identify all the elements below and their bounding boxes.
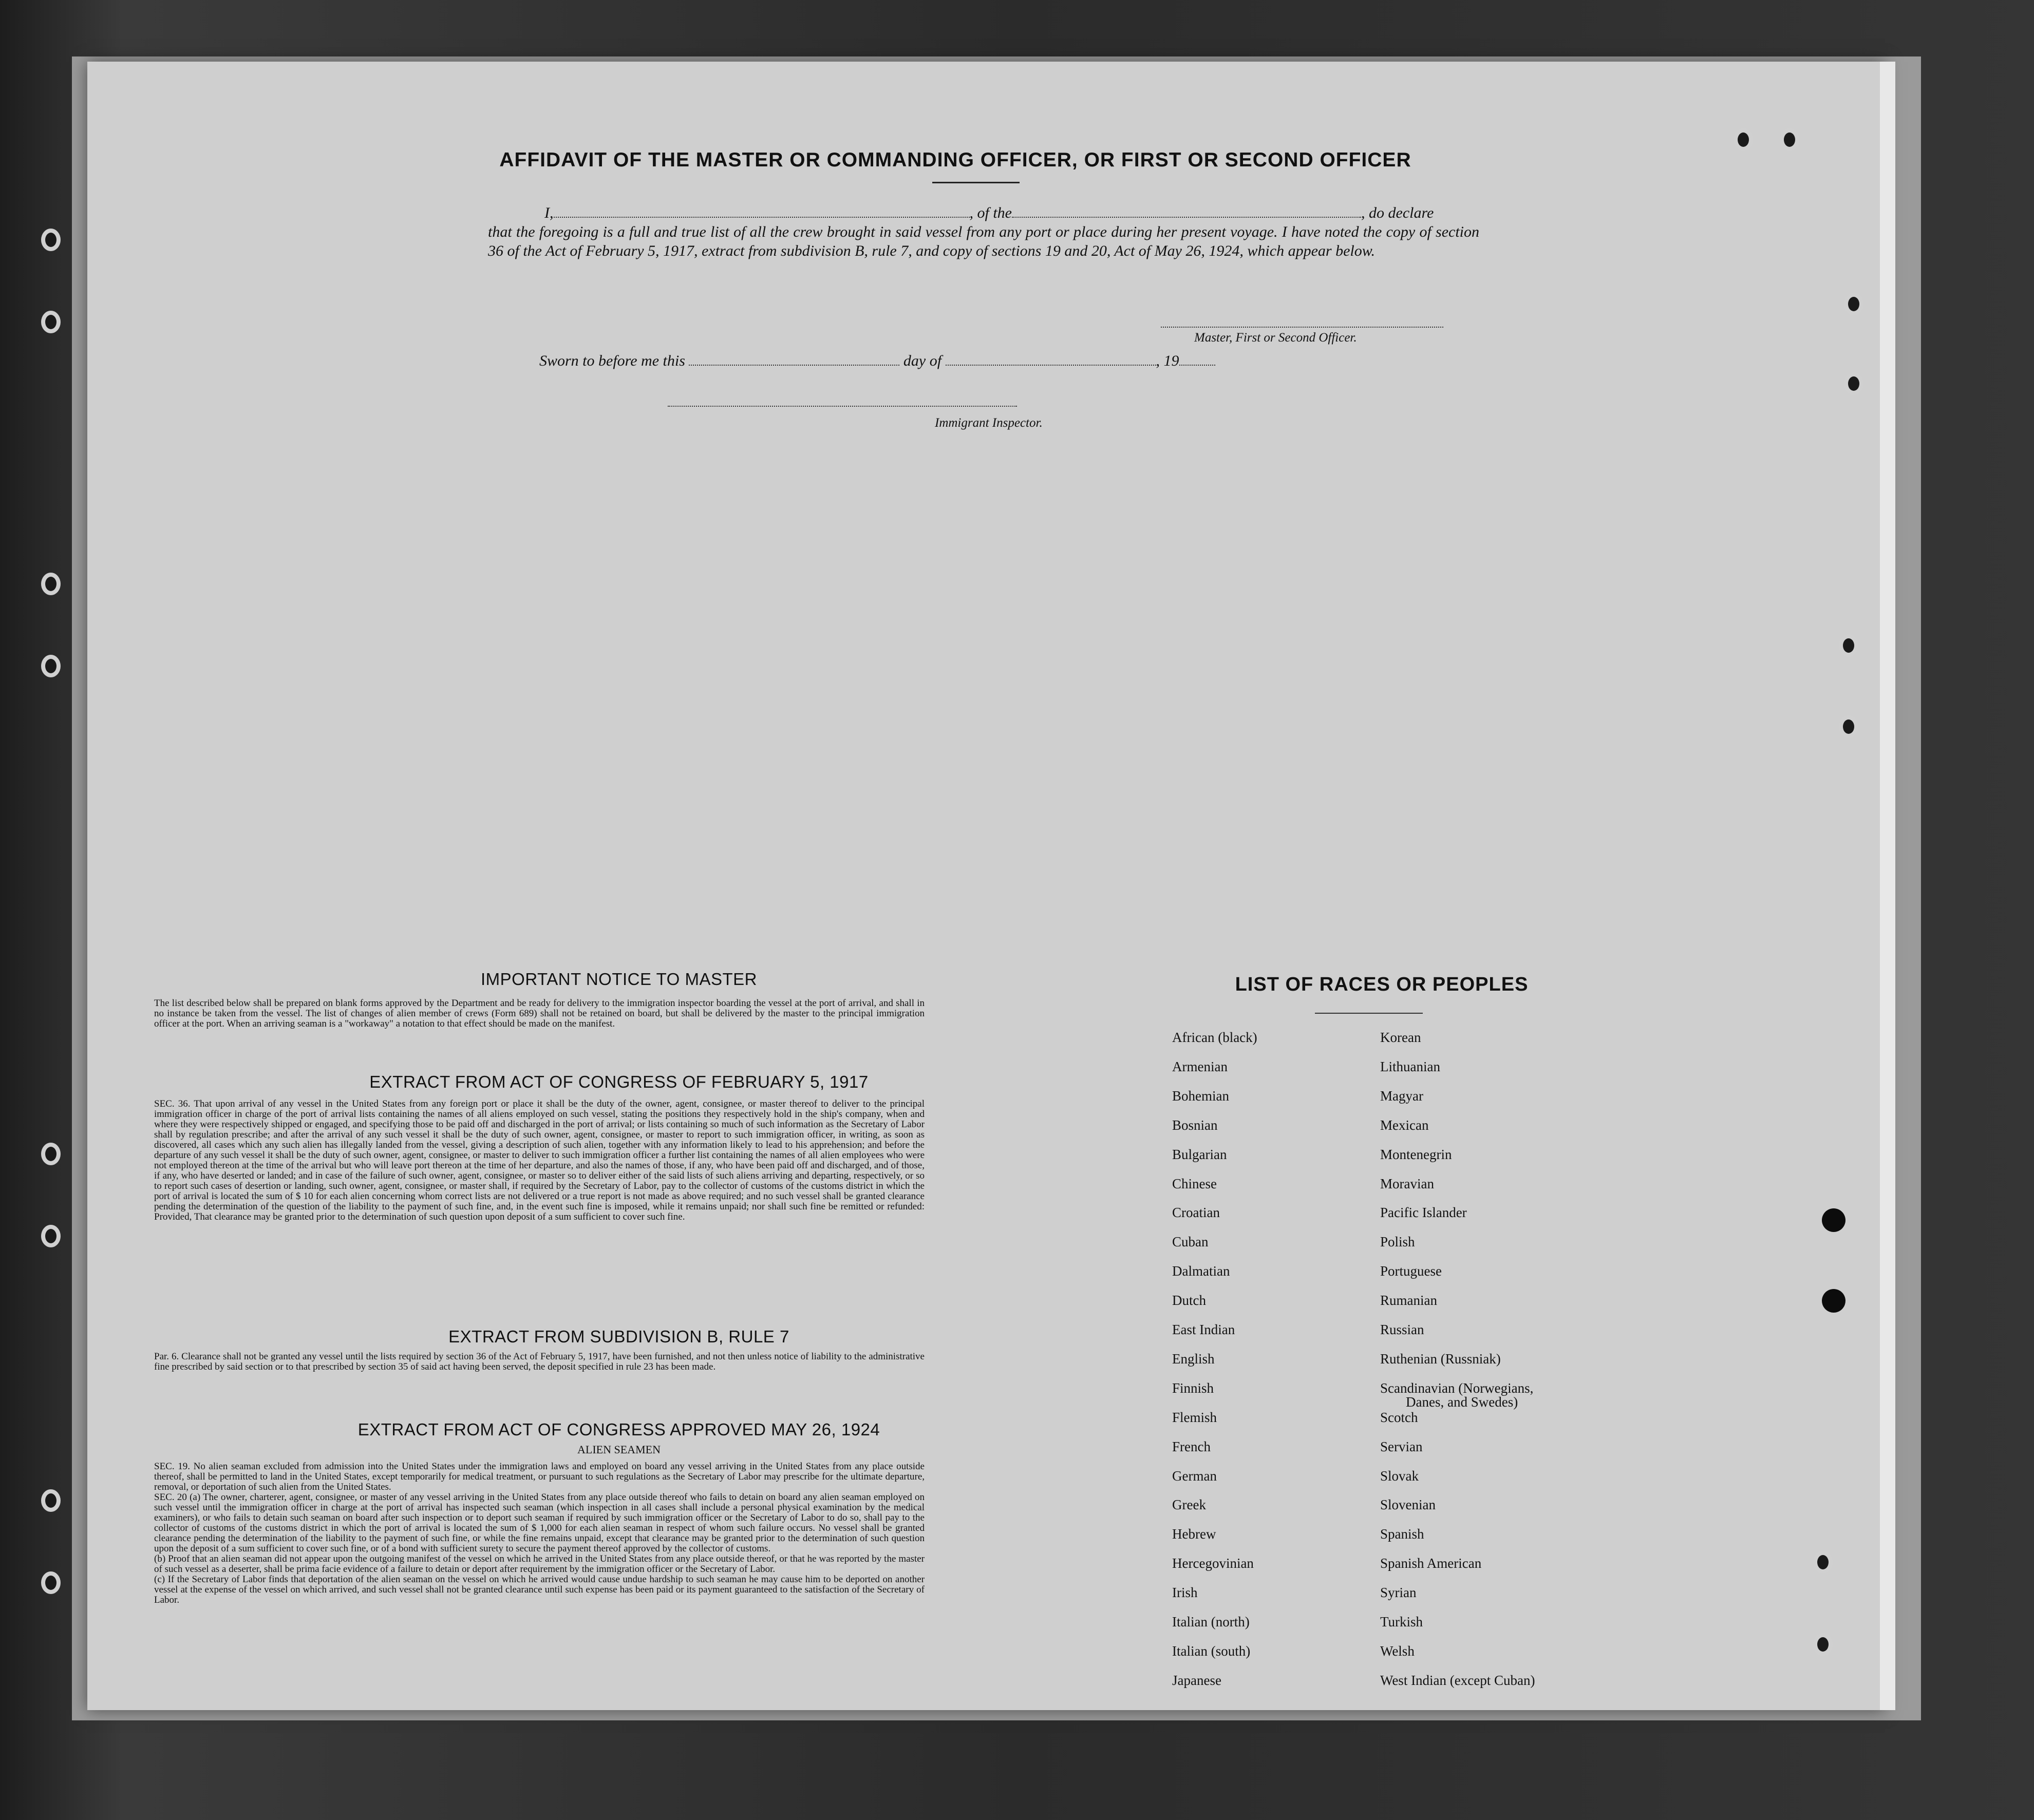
day-field[interactable] <box>689 365 899 366</box>
year-field[interactable] <box>1179 365 1215 366</box>
races-title: LIST OF RACES OR PEOPLES <box>1235 974 1529 995</box>
binder-hole-icon <box>41 311 61 333</box>
race-item: Russian <box>1380 1322 1424 1337</box>
extract-1924-body <box>154 1462 925 1605</box>
binder-hole-icon <box>41 1571 61 1594</box>
races-title-underline <box>1315 1013 1423 1014</box>
race-item: Rumanian <box>1380 1293 1437 1308</box>
race-item: Welsh <box>1380 1643 1415 1659</box>
binder-hole-icon <box>1813 1551 1833 1573</box>
extract-1924-title: EXTRACT FROM ACT OF CONGRESS APPROVED MAY 26, 1924 <box>357 1420 880 1439</box>
day-of-label: day of <box>903 352 942 369</box>
race-item: Italian (north) <box>1172 1614 1250 1629</box>
race-item: Servian <box>1380 1439 1423 1454</box>
extract-rule7-body: Par. 6. Clearance shall not be granted any vessel until the lists required by section 36 of the Act of February 5, 1917, have been furnished, and not then unless notice of liability to the administrative fine prescribed by said section or to that prescribed by section 35 of said act having been served, the deposit specified in rule 23 has been made. <box>154 1351 925 1372</box>
sec20a-text: SEC. 20 (a) The owner, charterer, agent, consignee, or master of any vessel arriving in the United States from any place outside thereof who fails to detain on board any alien seaman employed on such vessel until the immigration officer in charge at the port of arrival has inspected such seaman (which inspection in all cases shall include a personal physical examination by the medical examiners), or who fails to detain such seaman on board after such inspection or to deport such seaman if required by such immigration officer or the Secretary of Labor to do so, shall pay to the collector of customs of the customs district in which the port of arrival is located the sum of $ 1,000 for each alien seaman in respect of whom such failure occurs. No vessel shall be granted clearance pending the determination of the liability to the payment of such fine, or while the fine remains unpaid, except that clearance may be granted prior to the determination of such question upon the deposit of a sum sufficient to cover such fine, or of a bond with sufficient surety to secure the payment thereof approved by the collector of customs. <box>154 1492 925 1554</box>
sworn-row <box>539 352 1215 370</box>
race-item: Flemish <box>1172 1410 1217 1425</box>
race-item: Chinese <box>1172 1176 1217 1191</box>
inspector-signature-field[interactable] <box>668 406 1017 407</box>
race-item: Hebrew <box>1172 1526 1216 1542</box>
binder-hole-icon <box>1780 128 1799 151</box>
race-item: Spanish American <box>1380 1556 1482 1571</box>
binder-hole-icon <box>1839 715 1858 738</box>
binder-hole-icon <box>1734 128 1753 151</box>
binder-hole-icon <box>1844 293 1863 315</box>
binder-hole-icon <box>1813 1633 1833 1656</box>
race-item: Montenegrin <box>1380 1147 1452 1162</box>
race-item: Ruthenian (Russniak) <box>1380 1351 1501 1367</box>
sworn-label: Sworn to before me this <box>539 352 685 369</box>
sec19-text: SEC. 19. No alien seaman excluded from admission into the United States under the immigration laws and employed on board any vessel arriving in the United States from any place outside thereof, shall be permitted to land in the United States, except temporarily for medical treatment, or pursuant to such regulations as the Secretary of Labor may prescribe for the ultimate departure, removal, or deportation of such alien from the United States. <box>154 1461 925 1492</box>
title-underline <box>932 182 1020 183</box>
race-item: Bulgarian <box>1172 1147 1227 1162</box>
extract-1924-subtitle: ALIEN SEAMEN <box>577 1443 661 1456</box>
race-item: Danes, and Swedes) <box>1406 1394 1518 1410</box>
race-item: Greek <box>1172 1497 1206 1512</box>
race-item: Spanish <box>1380 1526 1424 1542</box>
race-item: Magyar <box>1380 1088 1423 1104</box>
binder-hole-icon <box>41 1225 61 1247</box>
race-item: Polish <box>1380 1234 1415 1249</box>
extract-1917-body: SEC. 36. That upon arrival of any vessel in the United States from any foreign port or place it shall be the duty of the owner, agent, consignee, or master thereof to deliver to the principal immigration officer in charge of the port of arrival lists containing the names of all aliens employed on such vessel, stating the positions they respectively hold in the ship's company, when and where they were respectively shipped or engaged, and specifying those to be paid off and discharged in the port of arrival; or lists containing so much of such information as the Secretary of Labor shall by regulation prescribe; and after the arrival of any such vessel it shall be the duty of such owner, agent, consignee, or master to report to such immigration officer, in writing, as soon as discovered, all cases which any such alien has illegally landed from the vessel, giving a description of such alien, together with any information likely to lead to his apprehension; and before the departure of any such vessel it shall be the duty of such owner, agent, consignee, or master to deliver to such immigration officer a further list containing the names of all alien employees who were not employed thereon at the time of the arrival but who will leave port thereon at the time of her departure, and also the names of those, if any, who have been paid off and discharged, and of those, if any, who have deserted or landed; and in case of the failure of such owner, agent, consignee, or master so to deliver either of the said lists of such aliens arriving and departing, respectively, or so to report such cases of desertion or landing, such owner, agent, consignee, or master shall, if required by the Secretary of Labor, pay to the collector of customs of the customs district in which the port of arrival is located the sum of $ 10 for each alien concerning whom correct lists are not delivered or a true report is not made as above required; and no such vessel shall be granted clearance pending the determination of the question of the liability to the payment of such fine, and, in the event such fine is imposed, while it remains unpaid; nor shall such fine be remitted or refunded: Provided, That clearance may be granted prior to the determination of such question upon deposit of a sum sufficient to cover such fine. <box>154 1098 925 1222</box>
race-item: Italian (south) <box>1172 1643 1251 1659</box>
vessel-field[interactable] <box>1012 217 1361 218</box>
race-item: Irish <box>1172 1585 1198 1600</box>
race-item: Portuguese <box>1380 1263 1442 1279</box>
race-item: Dalmatian <box>1172 1263 1230 1279</box>
name-field[interactable] <box>554 217 970 218</box>
sec20c-text: (c) If the Secretary of Labor finds that deportation of the alien seaman on the vessel on which he arrived would cause undue hardship to such seaman he may cause him to be deported on another vessel at the expense of the vessel on which arrived, and such vessel shall not be granted clearance until such expense has been paid or its payment guaranteed to the satisfaction of the Secretary of Labor. <box>154 1574 925 1605</box>
binder-hole-icon <box>41 1489 61 1512</box>
race-item: Moravian <box>1380 1176 1434 1191</box>
race-item: Mexican <box>1380 1117 1429 1133</box>
binder-hole-icon <box>41 655 61 677</box>
affidavit-title: AFFIDAVIT OF THE MASTER OR COMMANDING OFFICER, OR FIRST OR SECOND OFFICER <box>499 149 1411 171</box>
race-item: Bosnian <box>1172 1117 1218 1133</box>
of-the-label: , of the <box>969 204 1012 221</box>
extract-1917-title: EXTRACT FROM ACT OF CONGRESS OF FEBRUARY 5, 1917 <box>369 1072 869 1091</box>
race-item: Lithuanian <box>1380 1059 1440 1074</box>
binder-hole-icon <box>41 229 61 251</box>
notice-title: IMPORTANT NOTICE TO MASTER <box>480 970 757 989</box>
race-item: Japanese <box>1172 1673 1221 1688</box>
race-item: African (black) <box>1172 1030 1257 1045</box>
year-label: , 19 <box>1156 352 1179 369</box>
declaration-text: that the foregoing is a full and true list of all the crew brought in said vessel from any port or place during her present voyage. I have noted the copy of section 36 of the Act of February 5, 1917, extract from subdivision B, rule 7, and copy of sections 19 and 20, Act of May 26, 1924, which appear below. <box>488 223 1479 259</box>
race-item: Cuban <box>1172 1234 1209 1249</box>
race-item: Slovak <box>1380 1468 1419 1484</box>
master-signature-field[interactable] <box>1161 327 1443 328</box>
race-item: Croatian <box>1172 1205 1220 1220</box>
race-item: Bohemian <box>1172 1088 1229 1104</box>
extract-rule7-title: EXTRACT FROM SUBDIVISION B, RULE 7 <box>448 1327 789 1346</box>
inspector-label: Immigrant Inspector. <box>935 416 1043 430</box>
i-label: I, <box>544 204 554 221</box>
race-item: Armenian <box>1172 1059 1228 1074</box>
binder-hole-icon <box>41 1143 61 1165</box>
master-signature-label: Master, First or Second Officer. <box>1194 331 1357 345</box>
race-item: Hercegovinian <box>1172 1556 1254 1571</box>
race-item: German <box>1172 1468 1217 1484</box>
race-item: English <box>1172 1351 1215 1367</box>
declare-label: , do declare <box>1361 204 1434 221</box>
race-item: Korean <box>1380 1030 1421 1045</box>
race-item: Dutch <box>1172 1293 1206 1308</box>
race-item: French <box>1172 1439 1211 1454</box>
race-item: East Indian <box>1172 1322 1235 1337</box>
punch-dot-icon <box>1822 1208 1845 1232</box>
race-item: Slovenian <box>1380 1497 1436 1512</box>
sec20b-text: (b) Proof that an alien seaman did not appear upon the outgoing manifest of the vessel on which he arrived in the United States from any place outside thereof, or that he was reported by the master of such vessel as a deserter, shall be prima facie evidence of a failure to detain or deport after requirement by the immigration officer or the Secretary of Labor. <box>154 1553 925 1575</box>
race-item: Finnish <box>1172 1380 1214 1396</box>
race-item: Scotch <box>1380 1410 1418 1425</box>
race-item: Pacific Islander <box>1380 1205 1467 1220</box>
page-edge <box>1880 62 1895 1710</box>
race-item: Scandinavian (Norwegians, <box>1380 1380 1534 1396</box>
punch-dot-icon <box>1822 1289 1845 1313</box>
declaration-line <box>488 203 1479 222</box>
race-item: Syrian <box>1380 1585 1417 1600</box>
binder-hole-icon <box>1844 372 1863 395</box>
race-item: Turkish <box>1380 1614 1423 1629</box>
binder-hole-icon <box>1839 634 1858 657</box>
month-field[interactable] <box>946 365 1156 366</box>
notice-body: The list described below shall be prepared on blank forms approved by the Department and be ready for delivery to the immigration inspector boarding the vessel at the port of arrival, and shall in no instance be taken from the vessel. The list of changes of alien member of crews (Form 689) shall not be retained on board, but shall be delivered by the master to the principal immigration officer at the port. When an arriving seaman is a "workaway" a notation to that effect should be made on the manifest. <box>154 998 925 1029</box>
binder-hole-icon <box>41 573 61 595</box>
affidavit-body <box>488 203 1479 260</box>
race-item: West Indian (except Cuban) <box>1380 1673 1535 1688</box>
